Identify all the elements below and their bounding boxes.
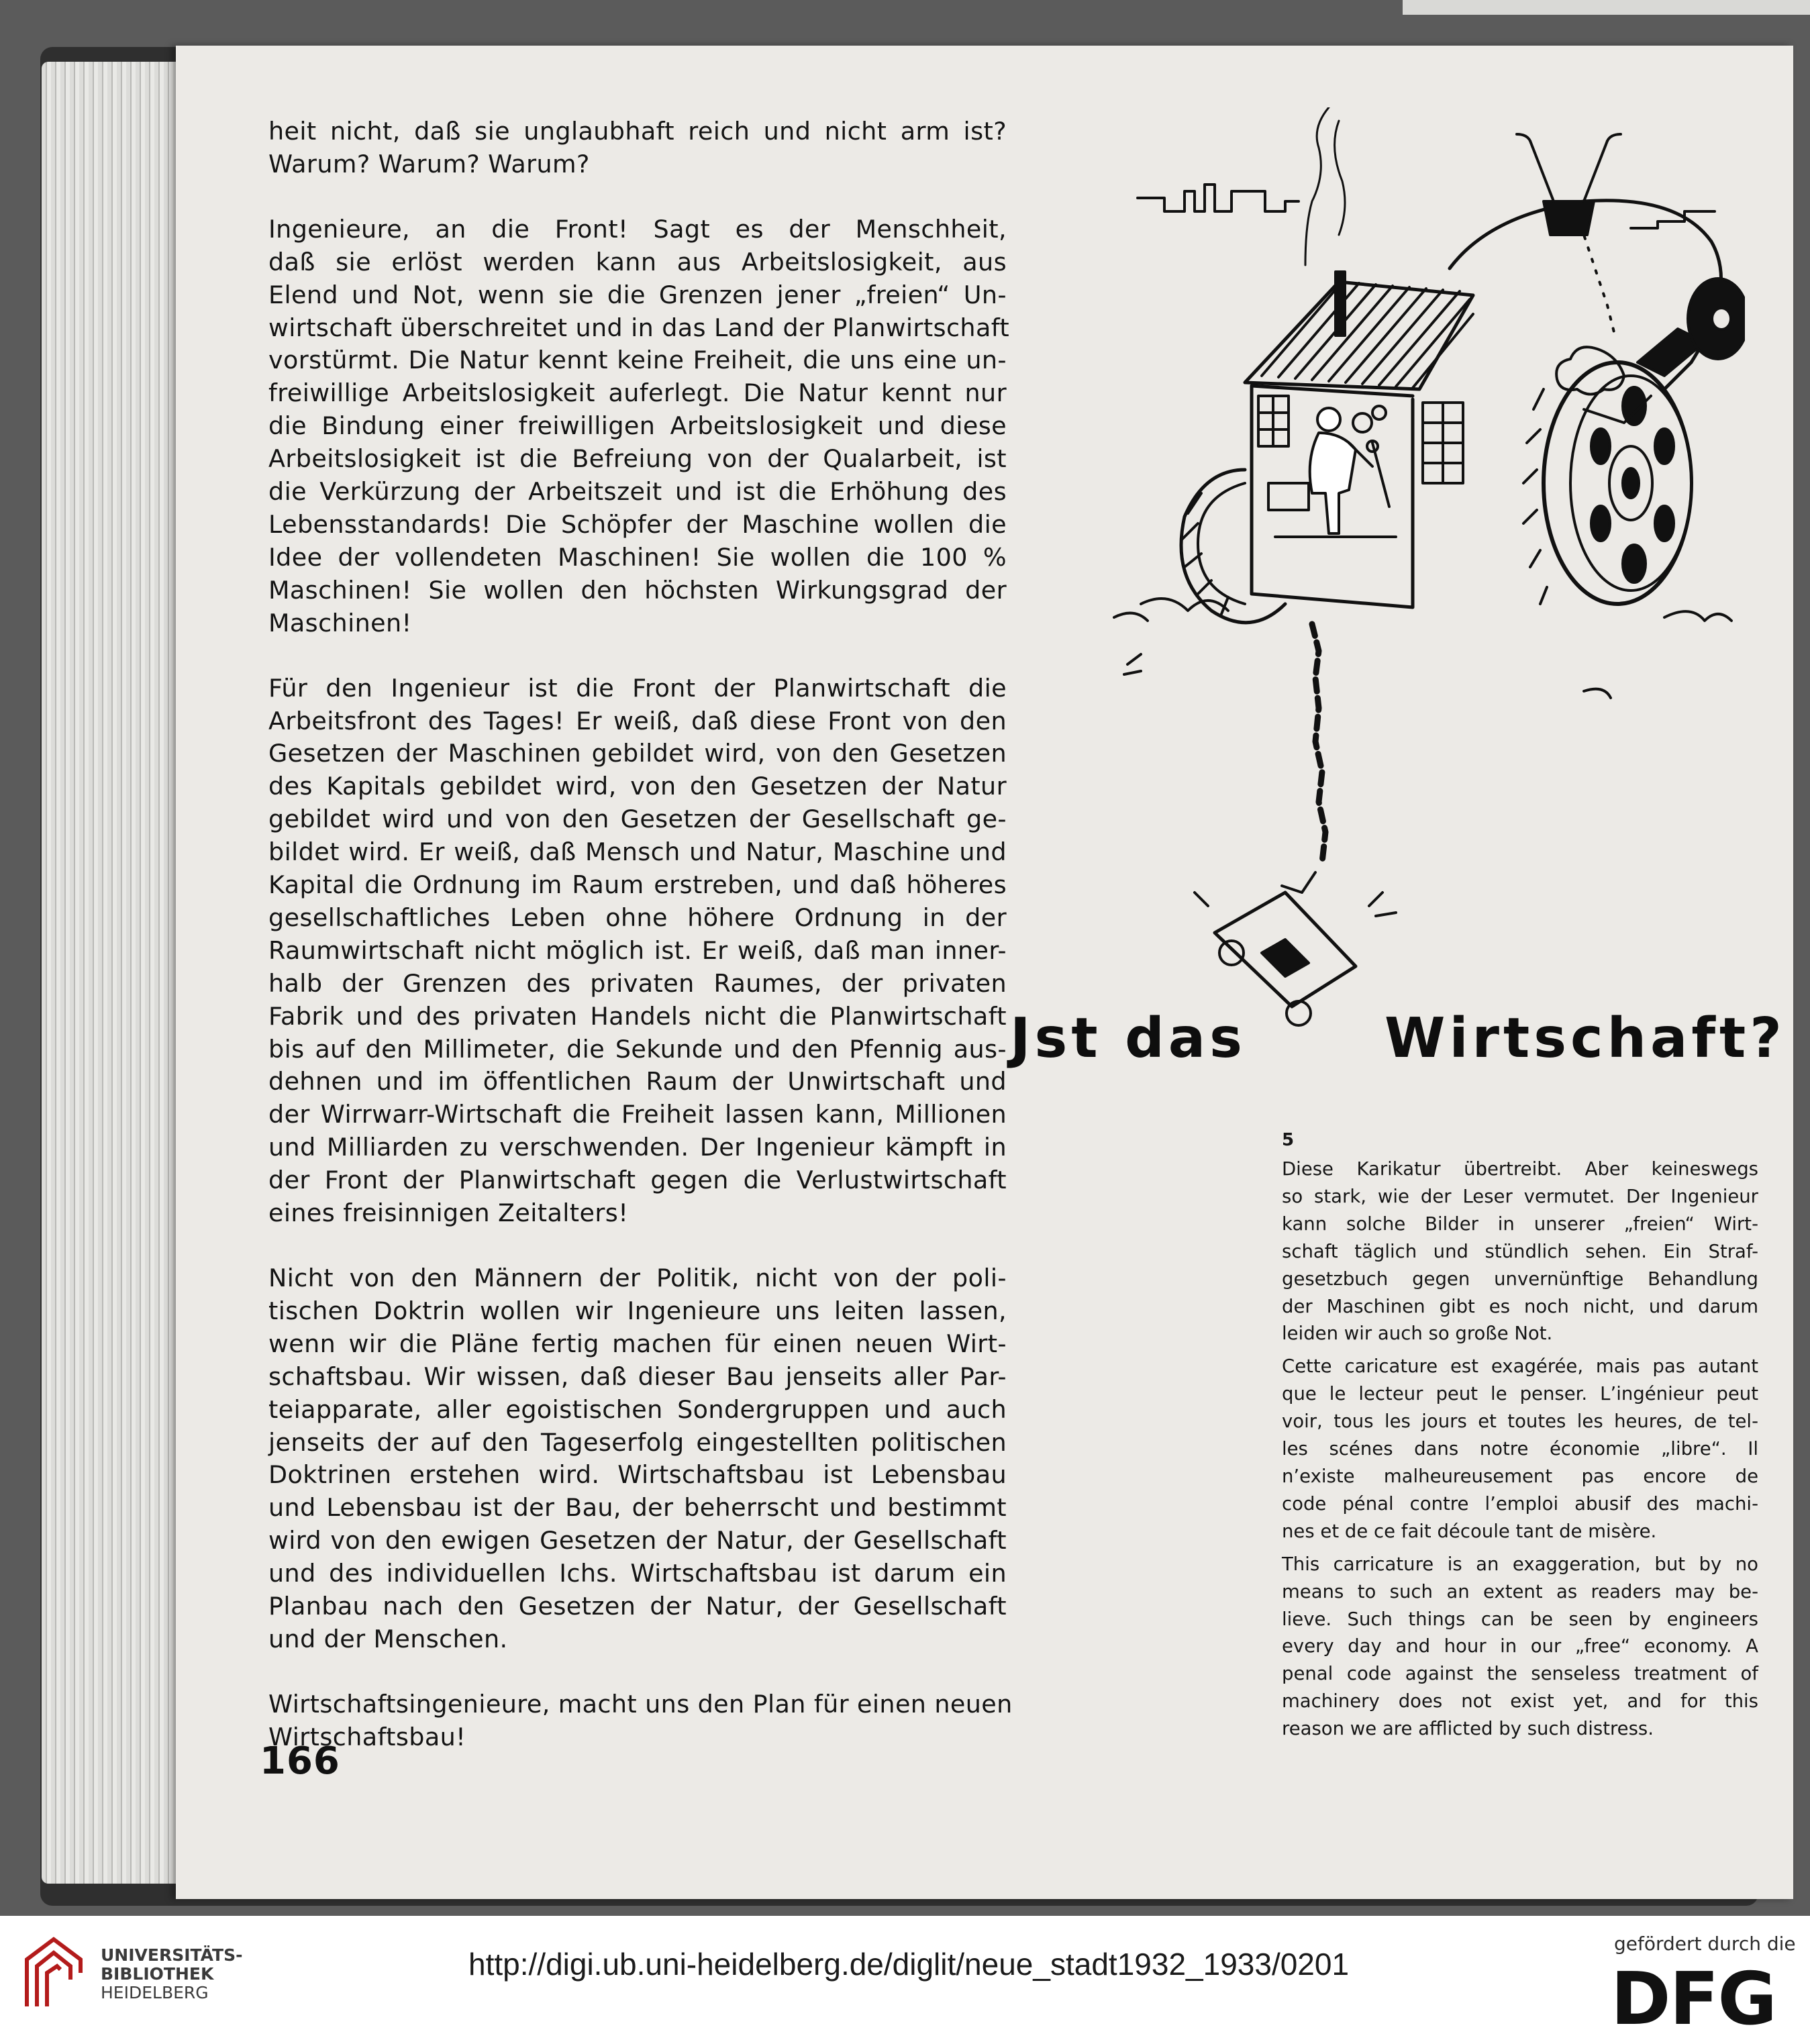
text-line: Maschinen! [268, 608, 412, 637]
library-name-line: BIBLIOTHEK [101, 1964, 214, 1984]
text-line: und der Menschen. [268, 1624, 508, 1653]
text-line: Lebensstandards! Die Schöpfer der Maschine wollen die [268, 509, 1007, 539]
text-line: wirtschaft überschreitet und in das Land der Planwirtschaft [268, 313, 1010, 342]
paragraph [268, 672, 1007, 1230]
text-line: der Front der Planwirtschaft gegen die Verlustwirtschaft [268, 1166, 1007, 1195]
text-line: Raumwirtschaft nicht möglich ist. Er weiß, daß man inner- [268, 935, 1007, 965]
caption-line: machinery does not exist yet, and for this [1282, 1690, 1758, 1713]
caption-french [1282, 1353, 1758, 1545]
caption-line: every day and hour in our „free“ economy. A [1282, 1635, 1758, 1657]
text-line: Idee der vollendeten Maschinen! Sie wollen die 100 % [268, 542, 1007, 572]
caption-line: code pénal contre l’emploi abusif des machi- [1282, 1492, 1758, 1515]
text-line: tischen Doktrin wollen wir Ingenieure uns leiten lassen, [268, 1296, 1007, 1325]
caption-line: kann solche Bilder in unserer „freien“ Wirt- [1282, 1213, 1758, 1235]
figure-caption [1282, 1129, 1758, 1748]
caption-german [1282, 1156, 1758, 1347]
paragraph [268, 1262, 1007, 1656]
text-line: jenseits der auf den Tageserfolg eingestellten politischen [268, 1427, 1007, 1457]
text-line: die Verkürzung der Arbeitszeit und ist die Erhöhung des [268, 477, 1007, 507]
library-name-line: HEIDELBERG [101, 1983, 209, 2002]
text-line: Warum? Warum? Warum? [268, 149, 590, 178]
headline-right: Wirtschaft? [1385, 1007, 1786, 1070]
text-line: und Lebensbau ist der Bau, der beherrscht und bestimmt [268, 1493, 1007, 1523]
text-line: Elend und Not, wenn sie die Grenzen jener „freien“ Un- [268, 280, 1007, 309]
text-line: und des individuellen Ichs. Wirtschaftsbau ist darum ein [268, 1559, 1007, 1588]
caption-line: so stark, wie der Leser vermutet. Der Ingenieur [1282, 1185, 1758, 1207]
paragraph [268, 115, 1007, 181]
caption-line: penal code against the senseless treatment of [1282, 1663, 1758, 1685]
caption-line: lieve. Such things can be seen by engineers [1282, 1608, 1758, 1630]
caption-english [1282, 1551, 1758, 1743]
text-line: Fabrik und des privaten Handels nicht die Planwirtschaft [268, 1001, 1007, 1031]
text-line: wird von den ewigen Gesetzen der Natur, der Gesellschaft [268, 1526, 1007, 1555]
text-line: Für den Ingenieur ist die Front der Planwirtschaft die [268, 673, 1007, 703]
caption-line: Diese Karikatur übertreibt. Aber keineswegs [1282, 1158, 1758, 1180]
text-line: die Bindung einer freiwilligen Arbeitslosigkeit und diese [268, 411, 1007, 441]
page-stack-edge [42, 62, 183, 1884]
caption-line: nes et de ce fait découle tant de misère. [1282, 1520, 1657, 1542]
text-line: bildet wird. Er weiß, daß Mensch und Natur, Maschine und [268, 837, 1007, 867]
library-name-line: UNIVERSITÄTS- [101, 1945, 243, 1965]
dfg-logo: DFG [1611, 1957, 1776, 2041]
text-line: Kapital die Ordnung im Raum erstreben, und daß höheres [268, 870, 1007, 900]
paragraph [268, 213, 1010, 640]
text-line: Arbeitslosigkeit ist die Befreiung von der Qualarbeit, ist [268, 444, 1007, 474]
text-line: der Wirrwarr-Wirtschaft die Freiheit lassen kann, Millionen [268, 1100, 1007, 1129]
article-body [268, 115, 1013, 1786]
text-line: Gesetzen der Maschinen gebildet wird, von den Gesetzen [268, 739, 1007, 768]
caption-line: n’existe malheureusement pas encore de [1282, 1465, 1758, 1487]
caption-line: schaft täglich und stündlich sehen. Ein Straf- [1282, 1240, 1758, 1262]
caption-line: que le lecteur peut le penser. L’ingénieur peut [1282, 1383, 1758, 1405]
permalink-url[interactable]: http://digi.ub.uni-heidelberg.de/diglit/neue_stadt1932_1933/0201 [468, 1947, 1350, 1982]
headline-left: Jst das [1010, 1007, 1246, 1070]
caption-line: leiden wir auch so große Not. [1282, 1323, 1553, 1345]
text-line: freiwillige Arbeitslosigkeit auferlegt. Die Natur kennt nur [268, 378, 1007, 408]
text-line: Wirtschaftsingenieure, macht uns den Plan für einen neuen [268, 1689, 1013, 1719]
caption-line: Cette caricature est exagérée, mais pas autant [1282, 1356, 1758, 1378]
figure-number: 5 [1282, 1130, 1295, 1150]
text-line: halb der Grenzen des privaten Raumes, der privaten [268, 968, 1007, 998]
text-line: Wirtschaftsbau! [268, 1722, 466, 1751]
text-line: gebildet wird und von den Gesetzen der Gesellschaft ge- [268, 805, 1007, 834]
ub-heidelberg-logo-icon [20, 1933, 94, 2013]
caption-line: gesetzbuch gegen unvernünftige Behandlung [1282, 1268, 1758, 1290]
text-line: Ingenieure, an die Front! Sagt es der Menschheit, [268, 214, 1007, 244]
text-line: Doktrinen erstehen wird. Wirtschaftsbau ist Lebensbau [268, 1460, 1007, 1490]
text-line: Arbeitsfront des Tages! Er weiß, daß diese Front von den [268, 706, 1007, 735]
funding-text: gefördert durch die [1614, 1933, 1796, 1955]
caricature-illustration [1074, 107, 1745, 1074]
caption-line: les scénes dans notre économie „libre“. Il [1282, 1438, 1758, 1460]
text-line: des Kapitals gebildet wird, von den Gesetzen der Natur [268, 772, 1007, 801]
text-line: teiapparate, aller egoistischen Sondergruppen und auch [268, 1394, 1007, 1424]
library-name [101, 1946, 242, 2002]
text-line: Nicht von den Männern der Politik, nicht von der poli- [268, 1264, 1007, 1292]
caption-line: voir, tous les jours et toutes les heures, de tel- [1282, 1411, 1758, 1433]
text-line: daß sie erlöst werden kann aus Arbeitslosigkeit, aus [268, 247, 1007, 276]
text-line: Maschinen! Sie wollen den höchsten Wirkungsgrad der [268, 575, 1007, 605]
text-line: dehnen und im öffentlichen Raum der Unwirtschaft und [268, 1067, 1007, 1096]
text-line: bis auf den Millimeter, die Sekunde und den Pfennig aus- [268, 1034, 1007, 1064]
caption-line: This carricature is an exaggeration, but by no [1282, 1553, 1758, 1575]
text-line: schaftsbau. Wir wissen, daß dieser Bau jenseits aller Par- [268, 1362, 1007, 1391]
paragraph [268, 1688, 1013, 1754]
text-line: vorstürmt. Die Natur kennt keine Freiheit, die uns eine un- [268, 346, 1007, 375]
text-line: wenn wir die Pläne fertig machen für einen neuen Wirt- [268, 1329, 1007, 1358]
caption-line: means to such an extent as readers may be- [1282, 1580, 1758, 1602]
caption-line: reason we are afflicted by such distress. [1282, 1718, 1654, 1740]
text-line: eines freisinnigen Zeitalters! [268, 1198, 629, 1228]
text-line: heit nicht, daß sie unglaubhaft reich und nicht arm ist? [268, 117, 1007, 146]
text-line: gesellschaftliches Leben ohne höhere Ordnung in der [268, 903, 1007, 932]
text-line: Planbau nach den Gesetzen der Natur, der Gesellschaft [268, 1592, 1007, 1621]
page-number: 166 [260, 1739, 340, 1783]
caption-line: der Maschinen gibt es noch nicht, und darum [1282, 1295, 1758, 1317]
text-line: und Milliarden zu verschwenden. Der Ingenieur kämpft in [268, 1133, 1007, 1162]
scan-color-strip [1403, 0, 1810, 15]
